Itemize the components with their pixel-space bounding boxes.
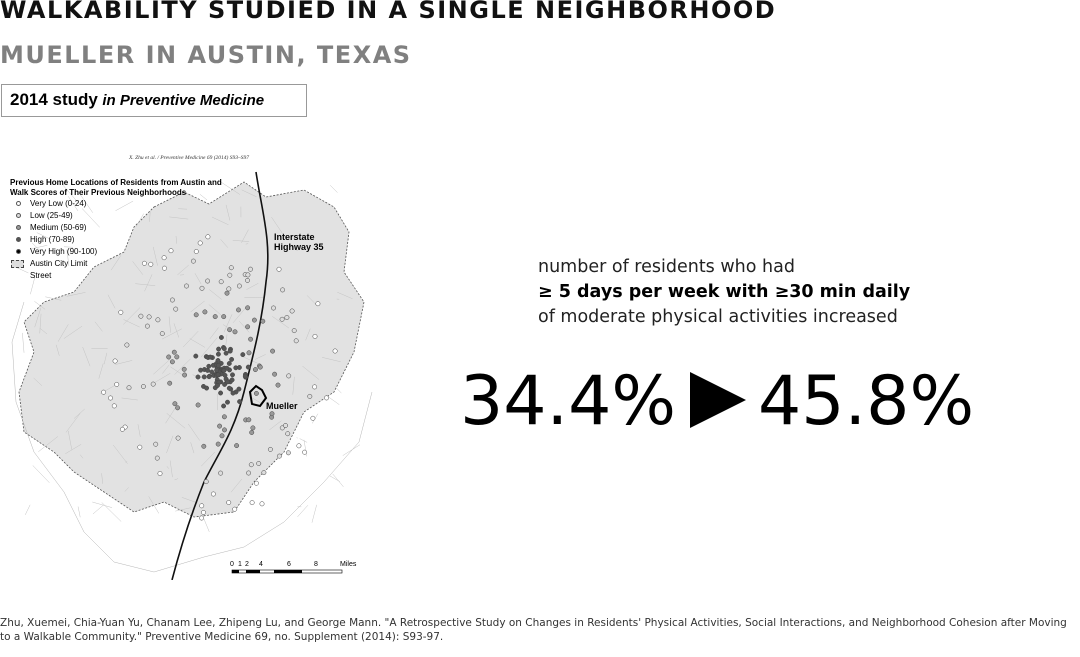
residence-dot (246, 365, 250, 369)
residence-dot (277, 454, 281, 458)
residence-dot (222, 346, 226, 350)
residence-dot (108, 396, 112, 400)
residence-dot (194, 354, 198, 358)
residence-dot (292, 328, 296, 332)
residence-dot (262, 470, 266, 474)
residence-dot (204, 386, 208, 390)
finding-statistic (460, 362, 974, 442)
residence-dot (216, 442, 220, 446)
residence-dot (205, 368, 209, 372)
residence-dot (173, 402, 177, 406)
residence-dot (230, 373, 234, 377)
residence-dot (231, 391, 235, 395)
residence-dot (312, 385, 316, 389)
residence-dot (268, 447, 272, 451)
residence-dot (182, 367, 186, 371)
residence-dot (227, 386, 231, 390)
finding-description (538, 255, 910, 330)
residence-dot (227, 500, 231, 504)
residence-dot (170, 360, 174, 364)
residence-dot (246, 471, 250, 475)
residence-dot (172, 350, 176, 354)
legend-item-street: Street (30, 271, 52, 280)
residence-dot (222, 314, 226, 318)
residence-dot (270, 412, 274, 416)
residence-dot (156, 318, 160, 322)
residence-dot (233, 507, 237, 511)
citation: Zhu, Xuemei, Chia-Yuan Yu, Chanam Lee, Zhipeng Lu, and George Mann. "A Retrospective Study on Changes in Residents' Physical Activities, Social Interactions, and Neighborhood Cohesion after Moving to a Walkable Community." Preventive Medicine 69, no. Supplement (2014): S93-97. (0, 617, 1067, 643)
residence-dot (151, 382, 155, 386)
residence-dot (208, 355, 212, 359)
residence-dot (237, 284, 241, 288)
residence-dot (245, 325, 249, 329)
finding-line-3: of moderate physical activities increased (538, 307, 898, 327)
residence-dot (280, 317, 284, 321)
residence-dot (261, 319, 265, 323)
residence-dot (316, 302, 320, 306)
residence-dot (219, 335, 223, 339)
residence-dot (216, 352, 220, 356)
residence-dot (247, 418, 251, 422)
residence-dot (253, 367, 257, 371)
residence-dot (257, 461, 261, 465)
residence-dot (176, 436, 180, 440)
residence-dot (216, 347, 220, 351)
legend-item: High (70-89) (10, 234, 230, 246)
residence-dot (201, 510, 205, 514)
map-journal-reference: X. Zhu et al. / Preventive Medicine 69 (2014) S93–S97 (128, 155, 249, 161)
residence-dot (175, 406, 179, 410)
residence-dot (247, 351, 251, 355)
residence-dot (287, 374, 291, 378)
residence-dot (167, 355, 171, 359)
residence-dot (200, 504, 204, 508)
residence-dot (243, 374, 247, 378)
austin-map-figure: X. Zhu et al. / Preventive Medicine 69 (2014) S93–S97 Previous Home Locations of Residents from Austin and Walk Scores of Their Previous Neighborhoods Very Low (0-24) Low (25-49) Medium (50-69) High (70-89) Very High (90-100) Austin City Limit Street Interstate Highway 35 Mueller 0 1 2 4 6 8 Miles (4, 152, 374, 580)
residence-dot (250, 430, 254, 434)
residence-dot (168, 381, 172, 385)
residence-dot (302, 450, 306, 454)
residence-dot (227, 328, 231, 332)
mueller-label: Mueller (266, 401, 298, 411)
residence-dot (294, 339, 298, 343)
residence-dot (138, 445, 142, 449)
residence-dot (311, 416, 315, 420)
residence-dot (251, 426, 255, 430)
residence-dot (283, 423, 287, 427)
residence-dot (225, 400, 229, 404)
study-badge (1, 84, 307, 117)
residence-dot (249, 463, 253, 467)
residence-dot (246, 273, 250, 277)
residence-dot (204, 479, 208, 483)
residence-dot (225, 291, 229, 295)
residence-dot (272, 372, 276, 376)
residence-dot (194, 313, 198, 317)
residence-dot (217, 424, 221, 428)
residence-dot (227, 361, 231, 365)
stat-after: 45.8% (758, 362, 975, 441)
legend-marker-icon (16, 249, 21, 254)
residence-dot (214, 368, 218, 372)
residence-dot (241, 352, 245, 356)
residence-dot (230, 378, 234, 382)
residence-dot (218, 391, 222, 395)
residence-dot (225, 380, 229, 384)
residence-dot (236, 308, 240, 312)
finding-line-2: ≥ 5 days per week with ≥30 min daily (538, 282, 911, 302)
residence-dot (245, 306, 249, 310)
residence-dot (182, 373, 186, 377)
residence-dot (220, 434, 224, 438)
legend-marker-icon (16, 201, 21, 206)
residence-dot (196, 403, 200, 407)
city-limit-swatch (11, 260, 24, 268)
residence-dot (207, 364, 211, 368)
residence-dot (237, 399, 241, 403)
stat-before: 34.4% (460, 362, 677, 441)
residence-dot (250, 500, 254, 504)
residence-dot (254, 391, 258, 395)
residence-dot (203, 310, 207, 314)
residence-dot (202, 444, 206, 448)
residence-dot (199, 516, 203, 520)
residence-dot (222, 428, 226, 432)
residence-dot (119, 310, 123, 314)
residence-dot (147, 315, 151, 319)
residence-dot (245, 278, 249, 282)
residence-dot (270, 349, 274, 353)
residence-dot (222, 368, 226, 372)
residence-dot (237, 387, 241, 391)
residence-dot (286, 451, 290, 455)
residence-dot (271, 306, 275, 310)
residence-dot (286, 432, 290, 436)
residence-dot (252, 318, 256, 322)
residence-dot (248, 267, 252, 271)
residence-dot (200, 286, 204, 290)
residence-dot (216, 373, 220, 377)
residence-dot (233, 330, 237, 334)
residence-dot (115, 382, 119, 386)
legend-item: Very High (90-100) (10, 246, 230, 258)
residence-dot (308, 394, 312, 398)
residence-dot (160, 331, 164, 335)
residence-dot (280, 288, 284, 292)
residence-dot (184, 284, 188, 288)
residence-dot (218, 471, 222, 475)
residence-dot (112, 404, 116, 408)
residence-dot (158, 471, 162, 475)
residence-dot (139, 314, 143, 318)
play-arrow-icon (690, 372, 746, 428)
residence-dot (297, 444, 301, 448)
residence-dot (211, 492, 215, 496)
study-year-label: 2014 study (10, 90, 98, 109)
residence-dot (113, 359, 117, 363)
residence-dot (277, 267, 281, 271)
residence-dot (234, 366, 238, 370)
residence-dot (248, 337, 252, 341)
residence-dot (141, 384, 145, 388)
residence-dot (196, 375, 200, 379)
legend-item-city-limit: Austin City Limit (10, 258, 230, 270)
residence-dot (228, 349, 232, 353)
residence-dot (198, 368, 202, 372)
residence-dot (207, 375, 211, 379)
residence-dot (127, 386, 131, 390)
residence-dot (258, 365, 262, 369)
residence-dot (145, 324, 149, 328)
residence-dot (175, 355, 179, 359)
residence-dot (229, 357, 233, 361)
residence-dot (170, 298, 174, 302)
residence-dot (285, 315, 289, 319)
study-journal-label: in Preventive Medicine (102, 92, 265, 109)
residence-dot (224, 351, 228, 355)
residence-dot (260, 502, 264, 506)
residence-dot (155, 456, 159, 460)
residence-dot (216, 363, 220, 367)
residence-dot (221, 404, 225, 408)
residence-dot (202, 375, 206, 379)
highway-label: Interstate Highway 35 (274, 232, 324, 252)
page-subtitle: MUELLER IN AUSTIN, TEXAS (0, 41, 412, 69)
residence-dot (276, 383, 280, 387)
residence-dot (125, 343, 129, 347)
residence-dot (174, 307, 178, 311)
legend-item: Very Low (0-24) (10, 198, 230, 210)
legend-item: Medium (50-69) (10, 222, 230, 234)
residence-dot (101, 390, 105, 394)
legend-item: Low (25-49) (10, 210, 230, 222)
residence-dot (154, 442, 158, 446)
legend-title: Previous Home Locations of Residents from Austin and Walk Scores of Their Previous Neighborhoods (10, 178, 222, 197)
legend-marker-icon (16, 237, 21, 242)
residence-dot (222, 415, 226, 419)
residence-dot (234, 443, 238, 447)
residence-dot (324, 396, 328, 400)
scale-bar (232, 570, 342, 573)
residence-dot (313, 334, 317, 338)
map-legend (10, 178, 230, 282)
residence-dot (213, 314, 217, 318)
residence-dot (227, 287, 231, 291)
legend-marker-icon (16, 213, 21, 218)
finding-line-1: number of residents who had (538, 257, 795, 277)
residence-dot (254, 481, 258, 485)
page-title: WALKABILITY STUDIED IN A SINGLE NEIGHBORHOOD (0, 0, 777, 24)
residence-dot (210, 370, 214, 374)
residence-dot (215, 383, 219, 387)
residence-dot (333, 349, 337, 353)
legend-marker-icon (16, 225, 21, 230)
residence-dot (120, 427, 124, 431)
residence-dot (290, 309, 294, 313)
